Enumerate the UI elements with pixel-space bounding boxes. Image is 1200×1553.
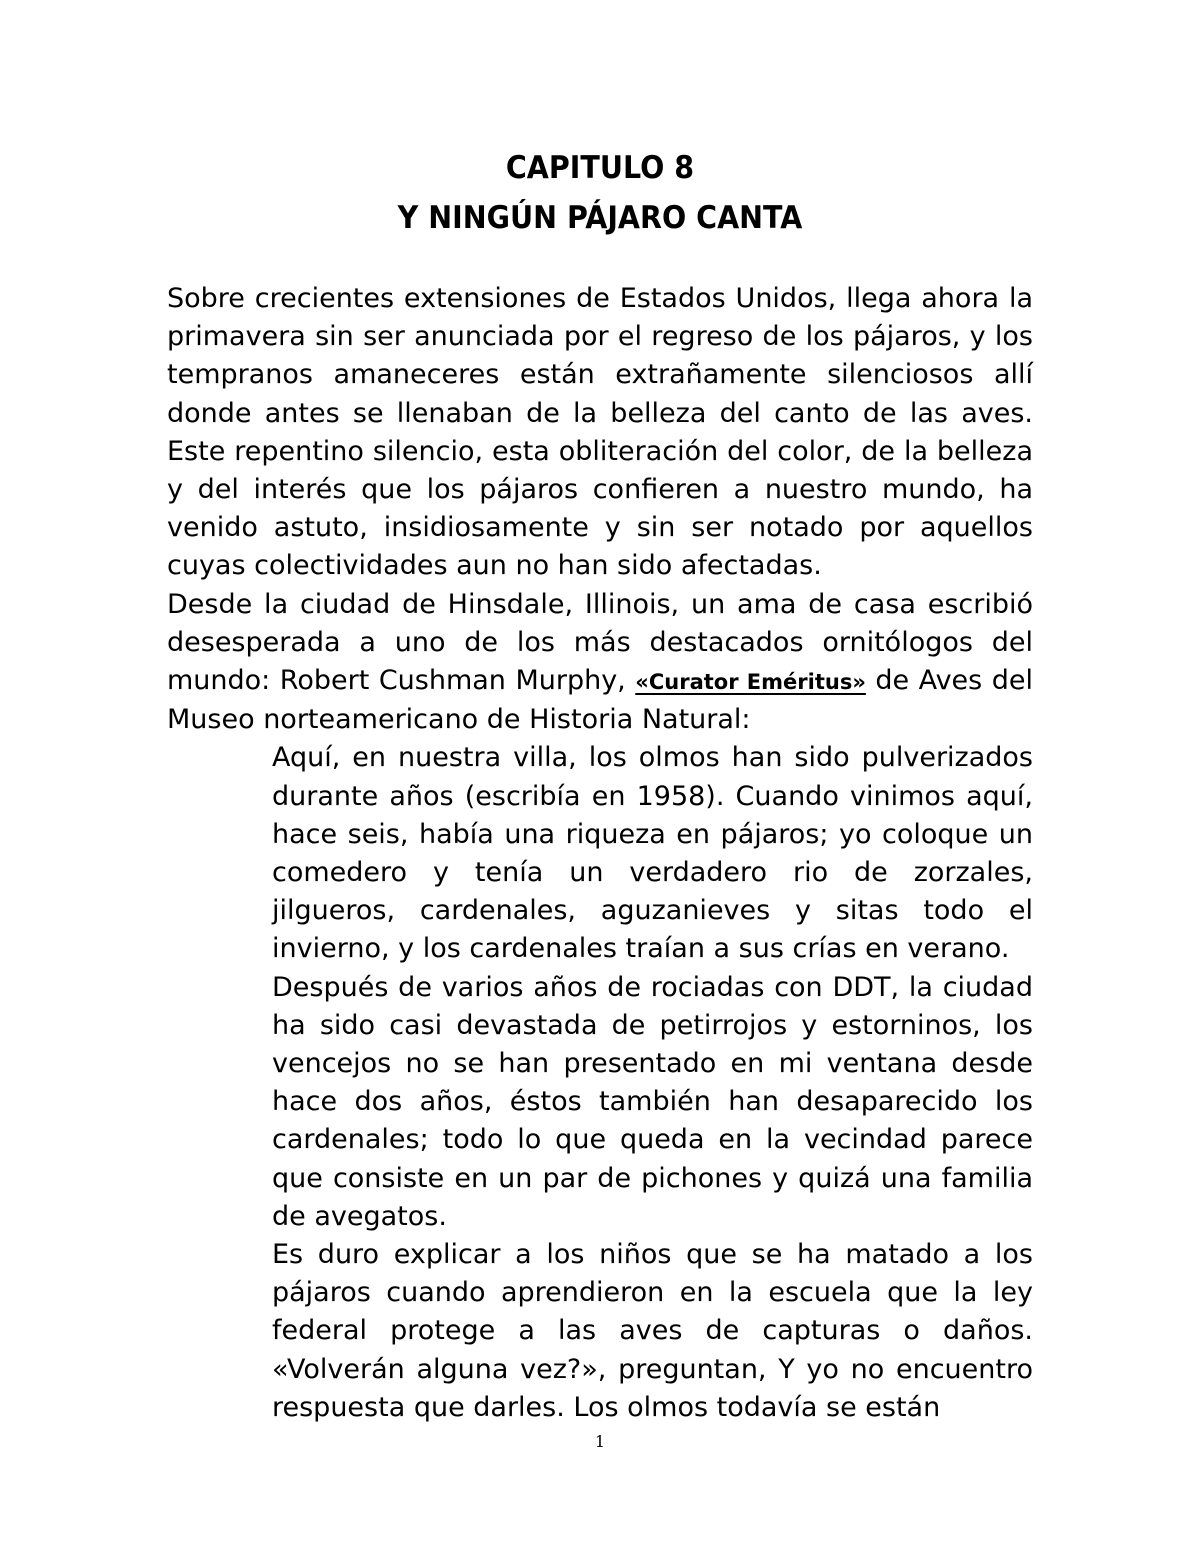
paragraph-letter-intro-end: de Aves del Museo norteamericano de Historia Natural: [167,665,1033,736]
page-number: 1 [594,1432,606,1451]
chapter-heading [48,143,1152,243]
quote-paragraph-1: Aquí, en nuestra villa, los olmos han sido pulverizados durante años (escribía en 1958). Cuando vinimos aquí, hace seis, había una riqueza en pájaros; yo coloque un comedero y tenía un verdadero rio de zorzales, jilgueros, cardenales, aguzanieves y sitas todo el invierno, y los cardenales traían a sus crías en verano. [272,742,1033,965]
paragraph-intro: Sobre crecientes extensiones de Estados Unidos, llega ahora la primavera sin ser anunciada por el regreso de los pájaros, y los tempranos amaneceres están extrañamente silenciosos allí donde antes se llenaban de la belleza del canto de las aves. Este repentino silencio, esta obliteración del color, de la belleza y del interés que los pájaros confieren a nuestro mundo, ha venido astuto, insidiosamente y sin ser notado por aquellos cuyas colectividades aun no han sido afectadas. [167,283,1033,582]
paragraph-letter-intro-start: Desde la ciudad de Hinsdale, Illinois, un ama de casa escribió desesperada a uno de los más destacados ornitólogos del mundo: Robert Cushman Murphy, [167,588,1033,697]
chapter-label: CAPITULO 8 [505,150,695,186]
curator-emeritus-term: «Curator Eméritus» [635,670,866,695]
quote-paragraph-3: Es duro explicar a los niños que se ha matado a los pájaros cuando aprendieron en la escuela que la ley federal protege a las aves de capturas o daños. «Volverán alguna vez?», preguntan, Y yo no encuentro respuesta que darles. Los olmos todavía se están [272,1239,1033,1423]
quote-paragraph-2: Después de varios años de rociadas con DDT, la ciudad ha sido casi devastada de petirrojos y estorninos, los vencejos no se han presentado en mi ventana desde hace dos años, éstos también han desaparecido los cardenales; todo lo que queda en la vecindad parece que consiste en un par de pichones y quizá una familia de avegatos. [272,971,1033,1232]
body-text [167,280,1033,1427]
chapter-title: Y NINGÚN PÁJARO CANTA [397,200,803,236]
paragraph-letter-intro [167,586,1033,740]
